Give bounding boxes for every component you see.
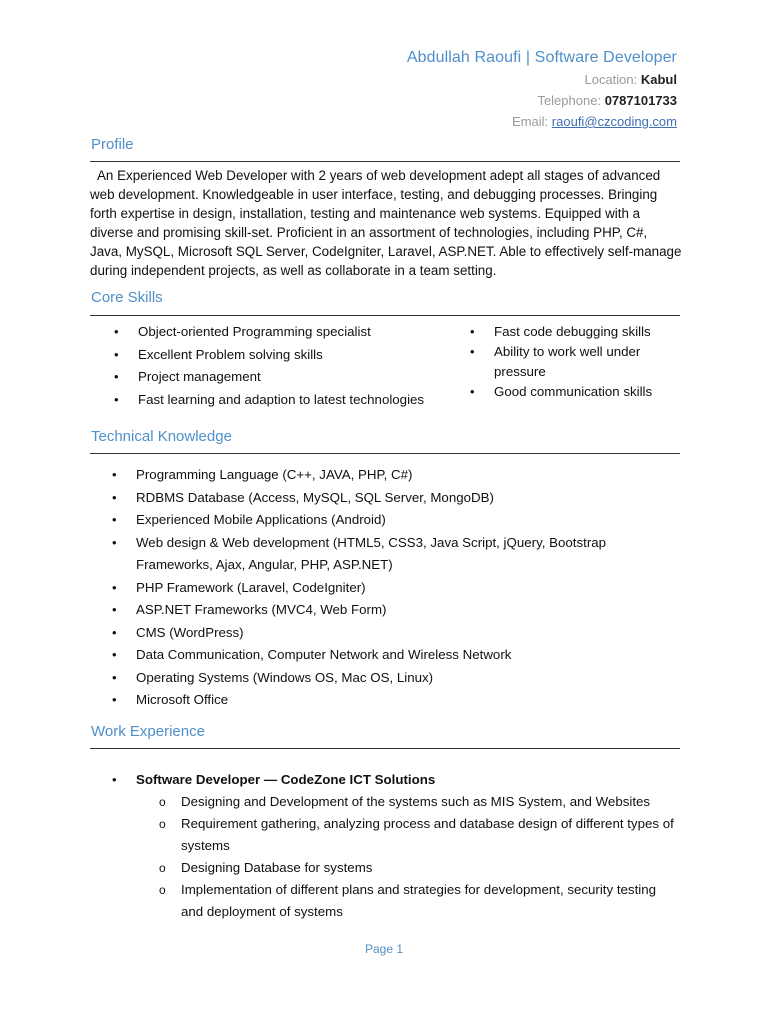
profile-divider [90, 161, 680, 162]
core-skills-left-list [114, 321, 454, 411]
list-item: • Project management [114, 369, 261, 384]
work-heading: Work Experience [91, 723, 205, 740]
list-item: • Programming Language (C++, JAVA, PHP, C#) [112, 467, 413, 482]
list-item: • Good communication skills [470, 384, 653, 399]
list-item: • CMS (WordPress) [112, 624, 244, 640]
list-item: o Implementation of different plans and strategies for development, security testing and deployment of systems [159, 882, 657, 919]
page-number: Page 1 [364, 942, 404, 956]
list-item: • Operating Systems (Windows OS, Mac OS, Linux) [112, 669, 434, 685]
work-list [112, 769, 672, 792]
list-item: o Requirement gathering, analyzing process and database design of different types of systems [159, 816, 674, 853]
work-divider [90, 748, 680, 749]
list-item: • Data Communication, Computer Network and Wireless Network [112, 647, 512, 662]
list-item: o Designing Database for systems [159, 860, 373, 875]
list-item: o Designing and Development of the systems such as MIS System, and Websites [159, 794, 651, 809]
list-item: • Web design & Web development (HTML5, CSS3, Java Script, jQuery, Bootstrap Frameworks, Ajax, Angular, PHP, ASP.NET) [112, 534, 607, 572]
technical-heading: Technical Knowledge [91, 428, 232, 445]
job-entry: • Software Developer — CodeZone ICT Solutions [112, 772, 436, 787]
list-item: • Fast learning and adaption to latest technologies [114, 391, 425, 407]
technical-divider [90, 453, 680, 454]
core-skills-right-list [470, 322, 670, 402]
name-title: Abdullah Raoufi | Software Developer [406, 49, 677, 66]
list-item: • Object-oriented Programming specialist [114, 324, 371, 339]
profile-heading: Profile [91, 136, 134, 153]
location-label: Location: [584, 72, 638, 87]
email-line [407, 111, 677, 132]
email-label: Email: [512, 114, 549, 129]
list-item: • Excellent Problem solving skills [114, 346, 323, 362]
list-item: • Microsoft Office [112, 692, 229, 707]
list-item: • Ability to work well under pressure [470, 344, 641, 379]
header [407, 47, 677, 132]
job-title: Software Developer — CodeZone ICT Solutions [136, 772, 436, 787]
profile-text: An Experienced Web Developer with 2 years of web development adept all stages of advanced web development. Knowledgeable in user interface, testing, and debugging processes. Bringing forth expertise in design, installation, testing and maintenance web systems. Equipped with a diverse and promising skill-set. Proficient in an assortment of technologies, including PHP, C#, Java, MySQL, Microsoft SQL Server, CodeIgniter, Laravel, ASP.NET. Able to effectively self-manage during independent projects, as well as collaborate in a team setting. [90, 168, 682, 278]
core-skills-heading: Core Skills [91, 289, 163, 306]
telephone-line [407, 90, 677, 111]
list-item: • RDBMS Database (Access, MySQL, SQL Server, MongoDB) [112, 489, 494, 505]
technical-list [112, 464, 632, 712]
telephone-label: Telephone: [537, 93, 602, 108]
list-item: • Experienced Mobile Applications (Android) [112, 512, 386, 527]
job-duties-list [159, 791, 681, 923]
email-link[interactable]: raoufi@czcoding.com [551, 114, 677, 129]
list-item: • Fast code debugging skills [470, 324, 651, 339]
list-item: • PHP Framework (Laravel, CodeIgniter) [112, 579, 366, 595]
telephone-value: 0787101733 [604, 93, 677, 108]
location-line [407, 69, 677, 90]
list-item: • ASP.NET Frameworks (MVC4, Web Form) [112, 602, 387, 617]
core-skills-divider [90, 315, 680, 316]
location-value: Kabul [640, 72, 677, 87]
